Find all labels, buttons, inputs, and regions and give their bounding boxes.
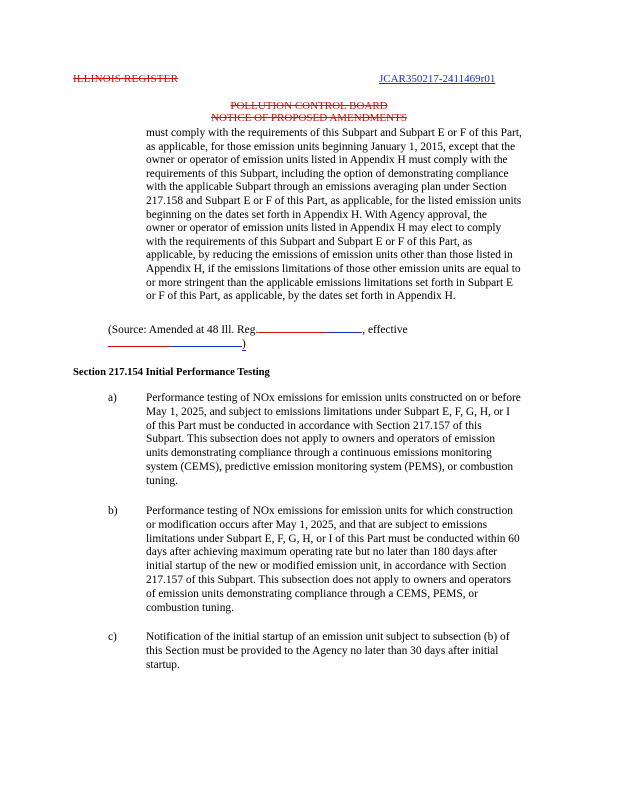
source-effective: , effective [362, 324, 408, 336]
item-label-b: b) [108, 505, 118, 517]
item-line: system (CEMS), predictive emission monitoring system (PEMS), or combustion [146, 460, 514, 473]
paragraph-line: requirements of this Subpart, including the option of demonstrating compliance [146, 167, 509, 180]
register-header: ILLINOIS REGISTER [73, 73, 179, 85]
paragraph-line: with the applicable Subpart through an emissions averaging plan under Section [146, 181, 507, 194]
item-line: limitations under Subpart E, F, G, H, or I of this Part must be conducted within 60 [146, 532, 520, 545]
paragraph-line: 217.158 and Subpart E or F of this Part, as applicable, for the listed emission units [146, 194, 522, 207]
paragraph-line: Appendix H, if the emissions limitations of those other emission units are equal to [146, 262, 521, 275]
item-line: startup. [146, 658, 180, 671]
main-paragraph [146, 127, 592, 304]
item-line: days after achieving maximum operating rate but no later than 180 days after [146, 546, 498, 559]
item-line: of this Part must be conducted in accordance with Section 217.157 of this [146, 419, 482, 432]
item-line: units demonstrating compliance through a continuous emissions monitoring [146, 447, 492, 460]
board-title: POLLUTION CONTROL BOARD [230, 100, 388, 112]
item-line: Performance testing of NOx emissions for emission units for which construction [146, 505, 513, 517]
source-close: ) [242, 338, 246, 350]
paragraph-line: or F of this Part, as applicable, by the dates set forth in Appendix H. [146, 290, 456, 303]
item-line: or modification occurs after May 1, 2025, and that are subject to emissions [146, 518, 487, 531]
source-note [108, 322, 588, 350]
item-text-b [146, 505, 596, 615]
item-line: Notification of the initial startup of an emission unit subject to subsection (b) of [146, 631, 510, 643]
item-text-a [146, 392, 596, 489]
paragraph-line: applicable, by reducing the emissions of emission units other than those listed in [146, 249, 513, 262]
source-prefix: (Source: Amended at 48 Ill. Reg. [108, 324, 259, 336]
item-line: this Section must be provided to the Agency no later than 30 days after initial [146, 644, 499, 657]
effective-blank-red [108, 336, 170, 347]
paragraph-line: or more stringent than the applicable emissions limitations set forth in Subpart E [146, 276, 513, 289]
item-line: combustion tuning. [146, 601, 234, 614]
paragraph-line: as applicable, for those emission units beginning January 1, 2015, except that the [146, 140, 516, 153]
item-line: 217.157 of this Subpart. This subsection does not apply to owners and operators [146, 573, 511, 586]
item-line: of emission units demonstrating compliance through a CEMS, PEMS, or [146, 587, 478, 600]
paragraph-line: owner or operator of emission units listed in Appendix H must comply with the [146, 154, 508, 167]
item-line: Subpart. This subsection does not apply to owners and operators of emission [146, 433, 496, 446]
paragraph-line: beginning on the dates set forth in Appendix H. With Agency approval, the [146, 208, 487, 221]
section-heading: Section 217.154 Initial Performance Testing [73, 367, 270, 378]
effective-blank-blue [170, 336, 242, 347]
item-label-a: a) [108, 392, 117, 404]
register-blank-blue [326, 322, 362, 333]
jcar-identifier: JCAR350217-2411469r01 [379, 73, 496, 85]
item-line: initial startup of the new or modified emission unit, in accordance with Section [146, 560, 507, 573]
register-blank-red [258, 322, 326, 333]
paragraph-line: must comply with the requirements of this Subpart and Subpart E or F of this Part, [146, 127, 522, 139]
paragraph-line: with the requirements of this Subpart and Subpart E or F of this Part, as [146, 235, 473, 248]
item-line: Performance testing of NOx emissions for emission units constructed on or before [146, 392, 521, 404]
notice-title: NOTICE OF PROPOSED AMENDMENTS [211, 112, 407, 124]
item-label-c: c) [108, 631, 117, 643]
item-text-c [146, 631, 596, 672]
item-line: May 1, 2025, and subject to emissions limitations under Subpart E, F, G, H, or I [146, 405, 510, 418]
paragraph-line: owner or operator of emission units listed in Appendix H may elect to comply [146, 222, 502, 235]
item-line: tuning. [146, 474, 178, 487]
